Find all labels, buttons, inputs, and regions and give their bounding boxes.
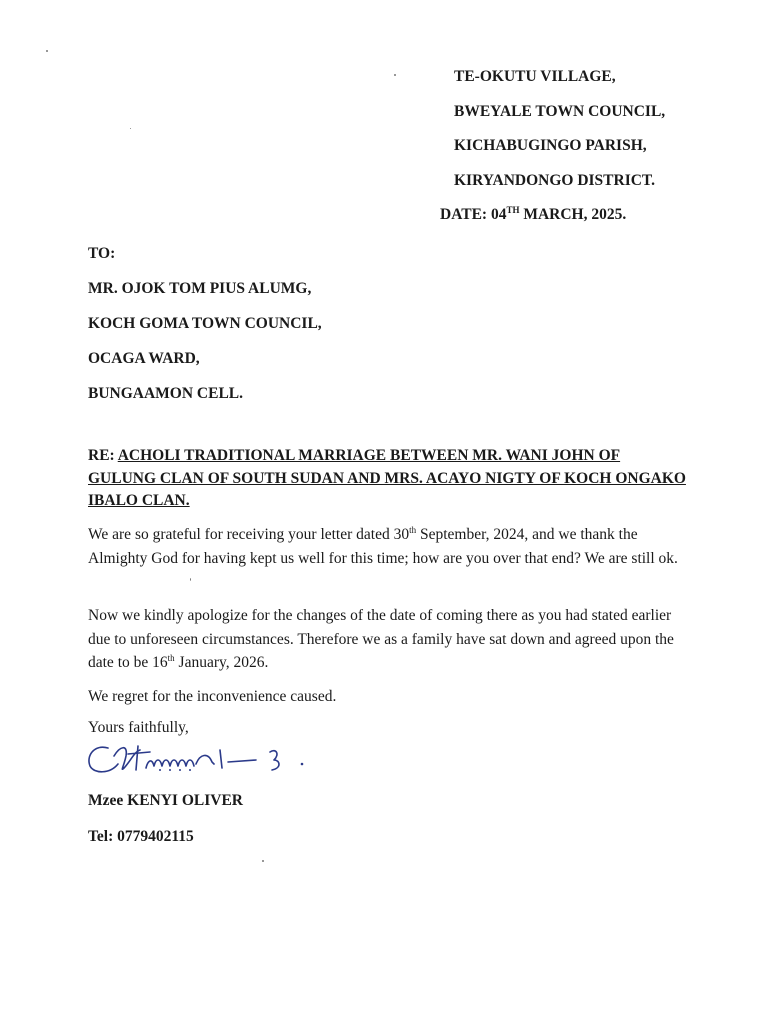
sender-address: [440, 60, 665, 233]
sender-district: KIRYANDONGO DISTRICT.: [454, 171, 655, 189]
recipient-address: [88, 236, 322, 411]
closing-salutation: Yours faithfully,: [88, 719, 189, 736]
sender-village: TE-OKUTU VILLAGE,: [454, 68, 616, 85]
recipient-council: KOCH GOMA TOWN COUNCIL,: [88, 315, 322, 332]
date-prefix: DATE: 04: [440, 206, 507, 223]
sender-parish: KICHABUGINGO PARISH,: [454, 137, 647, 154]
scan-speck: [190, 578, 191, 581]
scan-speck: [262, 860, 264, 862]
signer-name: Mzee KENYI OLIVER: [88, 792, 243, 809]
date-superscript: TH: [506, 204, 520, 215]
p1-text-a: We are so grateful for receiving your letter dated 30: [88, 526, 410, 543]
scan-speck: [46, 50, 48, 52]
subject-prefix: RE:: [88, 447, 118, 464]
scan-speck: [130, 128, 131, 129]
subject-text: ACHOLI TRADITIONAL MARRIAGE BETWEEN MR. WANI JOHN OF GULUNG CLAN OF SOUTH SUDAN AND MRS. ACAYO NIGTY OF KOCH ONGAKO IBALO CLAN.: [88, 447, 686, 509]
recipient-ward: OCAGA WARD,: [88, 350, 200, 367]
to-label: TO:: [88, 245, 116, 262]
subject-line: [88, 445, 688, 513]
body-paragraph-2: [88, 604, 678, 675]
p1-text-b: September, 2024, and we thank the Almighty God for having kept us well for this time; how are you over that end? We are still ok.: [88, 526, 678, 567]
handwritten-signature: [80, 734, 330, 784]
letter-date: [440, 198, 665, 233]
sender-town-council: BWEYALE TOWN COUNCIL,: [454, 102, 666, 120]
p2-superscript: th: [167, 652, 175, 663]
scan-speck: [394, 74, 396, 76]
p2-text-a: Now we kindly apologize for the changes of the date of coming there as you had stated earlier due to unforeseen circumstances. Therefore we as a family have sat down and agreed upon the date to be 16: [88, 607, 674, 671]
recipient-name: MR. OJOK TOM PIUS ALUMG,: [88, 280, 312, 297]
recipient-cell: BUNGAAMON CELL.: [88, 385, 244, 402]
telephone-number: Tel: 0779402115: [88, 828, 194, 845]
p2-text-b: January, 2026.: [174, 654, 269, 671]
p1-superscript: th: [409, 524, 417, 535]
date-suffix: MARCH, 2025.: [519, 206, 627, 223]
body-paragraph-1: [88, 523, 678, 570]
body-paragraph-3: We regret for the inconvenience caused.: [88, 688, 337, 705]
